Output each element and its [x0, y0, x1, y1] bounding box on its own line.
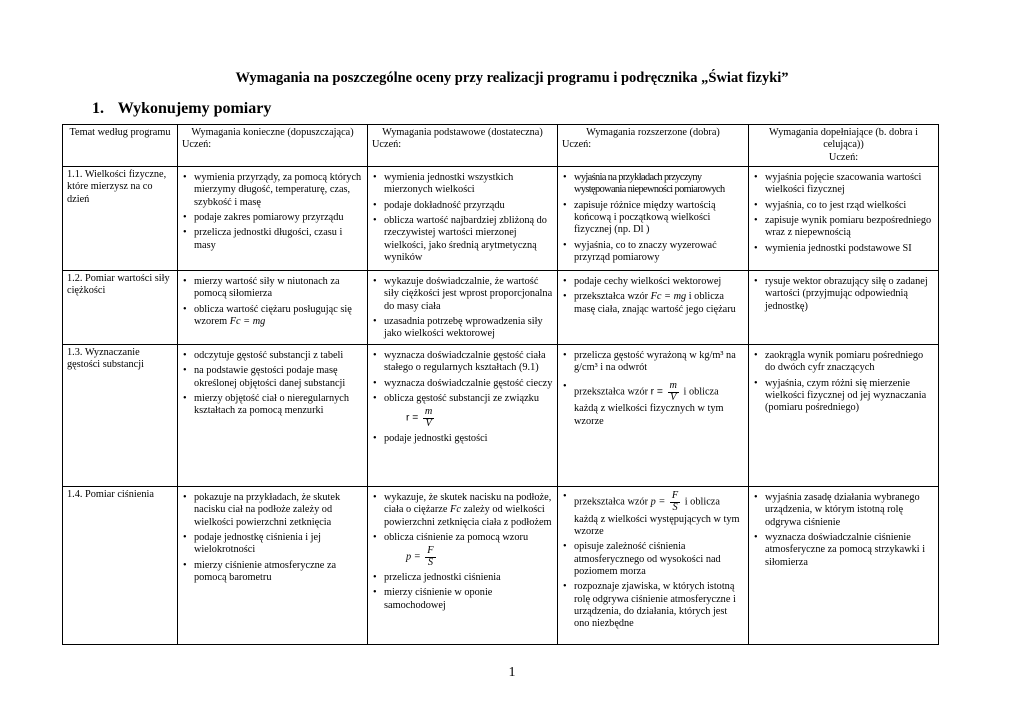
table-row [63, 345, 939, 487]
list-item-text: oblicza wartość ciężaru posługując się wzorem [194, 303, 352, 328]
list-item: • uzasadnia potrzebę wprowadzenia siły jako wielkości wektorowej [372, 316, 553, 341]
table-row [63, 167, 939, 271]
list-item: • wyjaśnia, co to jest rząd wielkości [753, 200, 934, 212]
table-header-row [63, 125, 939, 167]
list-item: • podaje zakres pomiarowy przyrządu [182, 212, 363, 224]
list-item-text: wykazuje, że skutek nacisku na podłoże, ciała o ciężarze [384, 492, 552, 516]
header-topic: Temat według programu [63, 125, 178, 167]
list-item: • wyjaśnia pojęcie szacowania wartości wielkości fizycznej [753, 172, 934, 197]
header-col2 [368, 125, 558, 167]
list-item: • wykazuje doświadczalnie, że wartość siły ciężkości jest wprost proporcjonalna do masy ciała [372, 276, 553, 313]
row-col2 [368, 487, 558, 645]
list-item: • wyznacza doświadczalnie gęstość cieczy [372, 378, 553, 390]
list-item: • zaokrągla wynik pomiaru pośredniego do dwóch cyfr znaczących [753, 350, 934, 375]
row-col2 [368, 271, 558, 345]
header-col2-sub: Uczeń: [372, 139, 402, 151]
list-item: • mierzy ciśnienie w oponie samochodowej [372, 587, 553, 612]
list-item: • wyjaśnia, co to znaczy wyzerować przyrząd pomiarowy [562, 240, 744, 265]
list-item [372, 532, 553, 569]
list-item: • podaje jednostkę ciśnienia i jej wielokrotności [182, 532, 363, 557]
list-item-text: każdą z wielkości występujących w tym wzorze [574, 513, 740, 537]
list-item [372, 393, 553, 430]
requirements-table [62, 124, 939, 645]
list-item: • wyjaśnia, czym różni się mierzenie wielkości fizycznej od jej wyznaczania (pomiaru pośredniego) [753, 378, 934, 415]
formula-lhs: p = [406, 552, 421, 564]
row-col3 [558, 487, 749, 645]
row-col1 [178, 487, 368, 645]
row-col1 [178, 167, 368, 271]
list-item [372, 492, 553, 529]
formula-lhs: p = [650, 496, 666, 508]
formula-denominator: S [672, 501, 678, 513]
list-item: • odczytuje gęstość substancji z tabeli [182, 350, 363, 362]
list-item: • przelicza jednostki ciśnienia [372, 572, 553, 584]
table-row [63, 271, 939, 345]
density-formula [406, 407, 553, 430]
formula-numerator: F [427, 545, 434, 557]
header-col1 [178, 125, 368, 167]
list-item: • wyjaśnia na przykładach przyczyny występowania niepewności pomiarowych [562, 172, 744, 197]
formula-weight: Fc = mg [229, 316, 266, 328]
list-item [562, 491, 744, 538]
list-item [562, 381, 744, 428]
list-item-text: przekształca wzór [574, 496, 649, 508]
list-item: • podaje cechy wielkości wektorowej [562, 276, 744, 288]
header-col2-title: Wymagania podstawowe (dostateczna) [382, 127, 543, 138]
list-item: • podaje dokładność przyrządu [372, 200, 553, 212]
row-col4 [749, 167, 939, 271]
row-col4 [749, 345, 939, 487]
list-item-text: przekształca wzór [574, 291, 649, 303]
row-col1 [178, 271, 368, 345]
formula-denominator: S [427, 557, 433, 569]
table-row [63, 487, 939, 645]
header-col4-sub: Uczeń: [828, 151, 859, 163]
formula-fraction [423, 407, 434, 430]
list-item: • mierzy objętość ciał o nieregularnych kształtach za pomocą menzurki [182, 393, 363, 418]
list-item: • zapisuje różnice między wartością końcową i początkową wielkości fizycznej (np. Dl ) [562, 200, 744, 237]
row-col2 [368, 345, 558, 487]
row-col4 [749, 271, 939, 345]
list-item-text: każdą z wielkości fizycznych w tym wzorze [574, 403, 724, 427]
formula-weight: Fc = mg [650, 291, 687, 303]
document-title: Wymagania na poszczególne oceny przy realizacji programu i podręcznika „Świat fizyki” [235, 70, 789, 86]
header-col3-title: Wymagania rozszerzone (dobra) [586, 127, 720, 138]
formula-lhs: r = [406, 413, 419, 425]
formula-numerator: F [671, 490, 679, 502]
row-topic: 1.2. Pomiar wartości siły ciężkości [63, 271, 178, 345]
list-item: • rysuje wektor obrazujący siłę o zadanej wartości (przyjmując odpowiednią jednostkę) [753, 276, 934, 313]
pressure-formula [406, 546, 553, 569]
formula-fraction [668, 381, 679, 404]
list-item: • mierzy wartość siły w niutonach za pomocą siłomierza [182, 276, 363, 301]
list-item: • przelicza jednostki długości, czasu i masy [182, 227, 363, 252]
header-col1-title: Wymagania konieczne (dopuszczająca) [191, 127, 354, 138]
row-topic: 1.4. Pomiar ciśnienia [63, 487, 178, 645]
list-item: • na podstawie gęstości podaje masę określonej objętości danej substancji [182, 365, 363, 390]
header-col3 [558, 125, 749, 167]
formula-fraction [425, 546, 435, 569]
list-item: • zapisuje wynik pomiaru bezpośredniego wraz z niepewnością [753, 215, 934, 240]
list-item: • wyjaśnia zasadę działania wybranego urządzenia, w którym istotną rolę odgrywa ciśnienie [753, 492, 934, 529]
list-item: • mierzy ciśnienie atmosferyczne za pomocą barometru [182, 560, 363, 585]
list-item: • wymienia jednostki podstawowe SI [753, 243, 934, 255]
header-col3-sub: Uczeń: [562, 139, 592, 151]
formula-lhs: r = [650, 386, 663, 398]
formula-weight-symbol: Fc [450, 504, 461, 516]
list-item: • opisuje zależność ciśnienia atmosferycznego od wysokości nad poziomem morza [562, 541, 744, 578]
list-item: • rozpoznaje zjawiska, w których istotną rolę odgrywa ciśnienie atmosferyczne i urządzenia, do działania, których jest ono niezbędne [562, 581, 744, 630]
list-item: • oblicza wartość najbardziej zbliżoną do rzeczywistej wartości mierzonej wielkości, jako średnią arytmetyczną wyników [372, 215, 553, 264]
header-col4-title: Wymagania dopełniające (b. dobra i celująca)) [769, 127, 918, 151]
row-topic: 1.3. Wyznaczanie gęstości substancji [63, 345, 178, 487]
list-item-text: przekształca wzór [574, 386, 649, 398]
row-col3 [558, 167, 749, 271]
row-col3 [558, 345, 749, 487]
header-col4 [749, 125, 939, 167]
row-col1 [178, 345, 368, 487]
list-item: • pokazuje na przykładach, że skutek nacisku ciał na podłoże zależy od wielkości powierzchni zetknięcia [182, 492, 363, 529]
list-item [182, 304, 363, 329]
list-item [562, 291, 744, 316]
list-item-text: zależy od wielkości powierzchni zetknięcia ciała z podłożem [384, 504, 552, 528]
list-item: • wymienia jednostki wszystkich mierzonych wielkości [372, 172, 553, 197]
list-item: • wyznacza doświadczalnie gęstość ciała stałego o regularnych kształtach (9.1) [372, 350, 553, 375]
list-item: • wymienia przyrządy, za pomocą których mierzymy długość, temperaturę, czas, szybkość i masę [182, 172, 363, 209]
formula-numerator: m [424, 406, 433, 418]
header-col1-sub: Uczeń: [182, 139, 212, 151]
list-item-text: i oblicza [684, 496, 720, 508]
section-title: Wykonujemy pomiary [117, 100, 272, 117]
list-item-text: oblicza gęstość substancji ze związku [384, 393, 539, 405]
formula-denominator: V [670, 391, 677, 403]
row-topic: 1.1. Wielkości fizyczne, które mierzysz na co dzień [63, 167, 178, 271]
row-col2 [368, 167, 558, 271]
formula-denominator: V [425, 418, 432, 430]
list-item-text: i oblicza masę ciała, znając wartość jego ciężaru [574, 291, 736, 315]
formula-numerator: m [669, 379, 677, 391]
list-item: • wyznacza doświadczalnie ciśnienie atmosferyczne za pomocą strzykawki i siłomierza [753, 532, 934, 569]
formula-fraction [670, 491, 680, 514]
row-col4 [749, 487, 939, 645]
section-heading [92, 100, 271, 118]
page-number: 1 [508, 665, 516, 680]
list-item: • przelicza gęstość wyrażoną w kg/m³ na g/cm³ i na odwrót [562, 350, 744, 375]
row-col3 [558, 271, 749, 345]
list-item-text: oblicza ciśnienie za pomocą wzoru [384, 532, 529, 544]
list-item: • podaje jednostki gęstości [372, 433, 553, 445]
list-item-text: i oblicza [683, 386, 719, 398]
section-number: 1. [92, 100, 104, 117]
